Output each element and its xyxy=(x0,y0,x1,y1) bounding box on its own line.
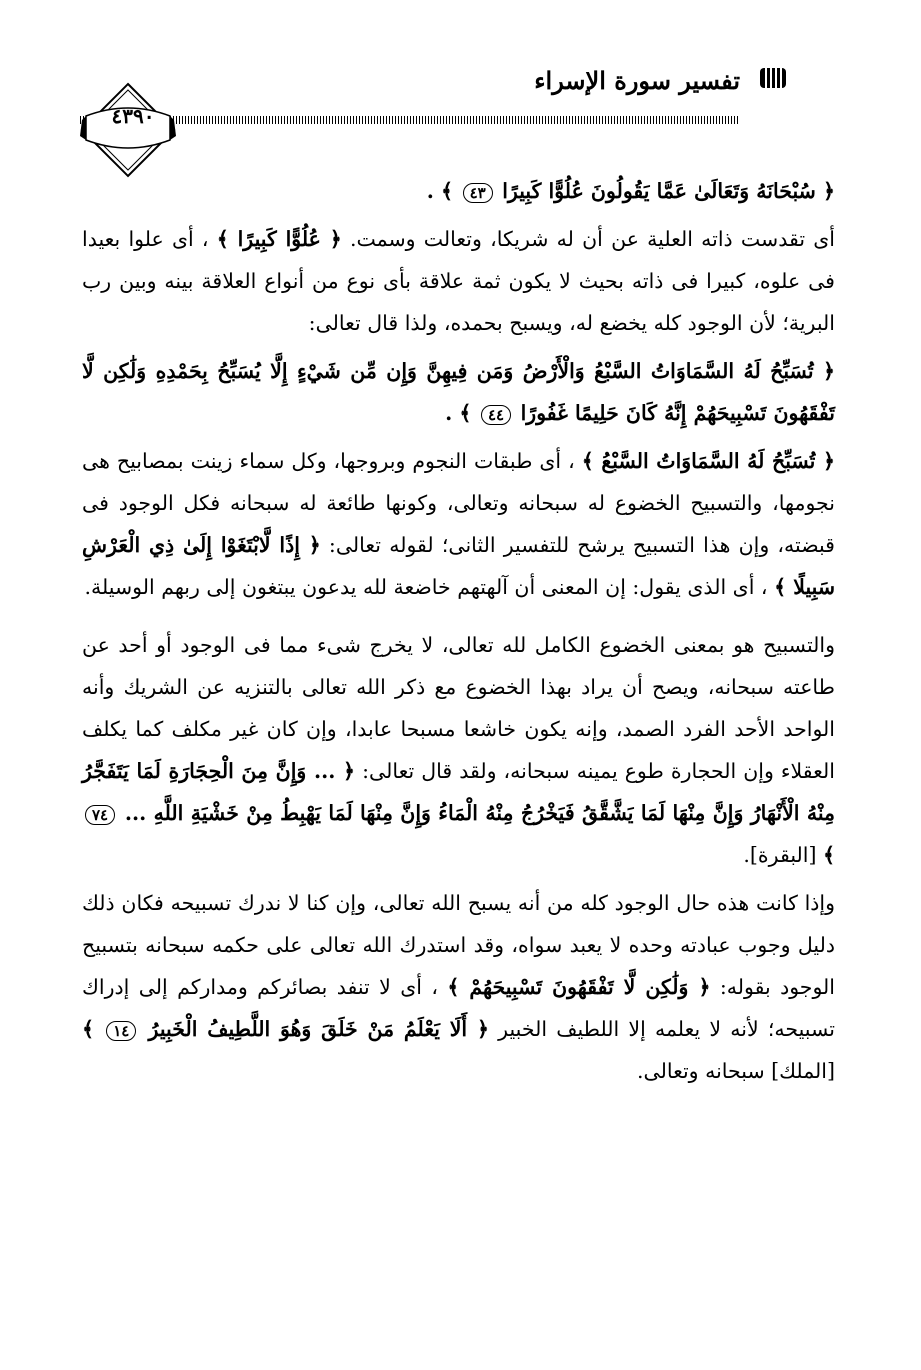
quran-verse: ﴿ عُلُوًّا كَبِيرًا ﴾ xyxy=(216,227,342,251)
quran-verse: ﴿ سُبْحَانَهُ وَتَعَالَىٰ عَمَّا يَقُولُونَ عُلُوًّا كَبِيرًا xyxy=(502,179,835,203)
quran-verse: ﴿ تُسَبِّحُ لَهُ السَّمَاوَاتُ السَّبْعُ وَالْأَرْضُ وَمَن فِيهِنَّ وَإِن مِّن شَيْءٍ إِلَّا يُسَبِّحُ بِحَمْدِهِ وَلَٰكِن لَّا تَفْقَهُونَ تَسْبِيحَهُمْ إِنَّهُ كَانَ حَلِيمًا غَفُورًا xyxy=(82,359,835,425)
paragraph xyxy=(82,882,835,1092)
paragraph xyxy=(82,624,835,876)
body-text xyxy=(82,170,835,1098)
commentary-text: ، أى علوا بعيدا فى علوه، كبيرا فى ذاته بحيث لا يكون ثمة علاقة بأى نوع من أنواع العلاقة بينه وبين رب البرية؛ لأن الوجود كله يخضع له، ويسبح بحمده، ولذا قال تعالى: xyxy=(82,227,835,335)
commentary-text: أى تقدست ذاته العلية عن أن له شريكا، وتعالت وسمت. xyxy=(341,227,835,251)
quran-verse: ﴾ . xyxy=(445,401,472,425)
commentary-text: ، أى طبقات النجوم وبروجها، وكل سماء زينت بمصابيح هى نجومها، والتسبيح الخضوع له سبحانه وتعالى، وكونها طائعة له سبحانه فكل الوجود فى قبضته، وإن هذا التسبيح يرشح للتفسير الثانى؛ لقوله تعالى: xyxy=(82,449,835,557)
quran-verse: ﴾ . xyxy=(426,179,454,203)
commentary-text: ، أى الذى يقول: إن المعنى أن آلهتهم خاضعة لله يدعون يبتغون إلى ربهم الوسيلة. xyxy=(84,575,768,599)
commentary-text: وإذا كانت هذه حال الوجود كله من أنه يسبح الله تعالى، وإن كنا لا ندرك تسبيحه فكان ذلك دليل وجوب عبادته وحده لا يعبد سواه، وقد استدرك الله تعالى على حكمه سبحانه بتسبيح الوجود بقوله: xyxy=(82,891,835,999)
paragraph-gap xyxy=(82,614,835,624)
ayah-number-marker: ١٤ xyxy=(106,1021,136,1041)
ayah-number-marker: ٤٤ xyxy=(481,405,511,425)
commentary-text: والتسبيح هو بمعنى الخضوع الكامل لله تعالى، لا يخرج شىء مما فى الوجود أو أحد عن طاعته سبحانه، ويصح أن يراد بهذا الخضوع مع ذكر الله تعالى بالتنزيه عن الشريك وأنه الواحد الأحد الفرد الصمد، وإنه يكون خاشعا مسبحا عابدا، وإن كان غير مكلف كما يكلف العقلاء وإن الحجارة طوع يمينه سبحانه، ولقد قال تعالى: xyxy=(82,633,835,783)
quran-verse: ﴾ xyxy=(822,843,835,867)
quran-verse: ﴿ ... وَإِنَّ مِنَ الْحِجَارَةِ لَمَا يَتَفَجَّرُ مِنْهُ الْأَنْهَارُ وَإِنَّ مِنْهَا لَمَا يَشَّقَّقُ فَيَخْرُجُ مِنْهُ الْمَاءُ وَإِنَّ مِنْهَا لَمَا يَهْبِطُ مِنْ خَشْيَةِ اللَّهِ ... xyxy=(82,759,835,825)
paragraph xyxy=(82,218,835,344)
quran-verse: ﴾ xyxy=(82,1017,95,1041)
quran-verse: ﴿ تُسَبِّحُ لَهُ السَّمَاوَاتُ السَّبْعُ ﴾ xyxy=(581,449,835,473)
ayah-number-marker: ٤٣ xyxy=(463,183,493,203)
running-title: تفسير سورة الإسراء xyxy=(534,66,740,95)
quran-verse: ﴿ وَلَٰكِن لَّا تَفْقَهُونَ تَسْبِيحَهُمْ ﴾ xyxy=(447,975,711,999)
paragraph xyxy=(82,170,835,212)
paragraph xyxy=(82,350,835,434)
paragraph xyxy=(82,440,835,608)
commentary-text: ، أى لا تنفد بصائركم ومداركم إلى إدراك تسبيحه؛ لأنه لا يعلمه إلا اللطيف الخبير xyxy=(82,975,835,1041)
ornament-icon xyxy=(756,66,790,90)
header-rule xyxy=(80,116,740,124)
ayah-number-marker: ٧٤ xyxy=(85,805,115,825)
quran-verse: ﴿ إِذًا لَّابْتَغَوْا إِلَىٰ ذِي الْعَرْشِ سَبِيلًا ﴾ xyxy=(82,533,835,599)
page-header xyxy=(80,60,870,170)
commentary-text: [البقرة]. xyxy=(743,843,817,867)
commentary-text: [الملك] سبحانه وتعالى. xyxy=(636,1059,835,1083)
quran-verse: ﴿ أَلَا يَعْلَمُ مَنْ خَلَقَ وَهُوَ اللَّطِيفُ الْخَبِيرُ xyxy=(148,1017,489,1041)
page-number: ٤٣٩٠ xyxy=(111,104,155,128)
